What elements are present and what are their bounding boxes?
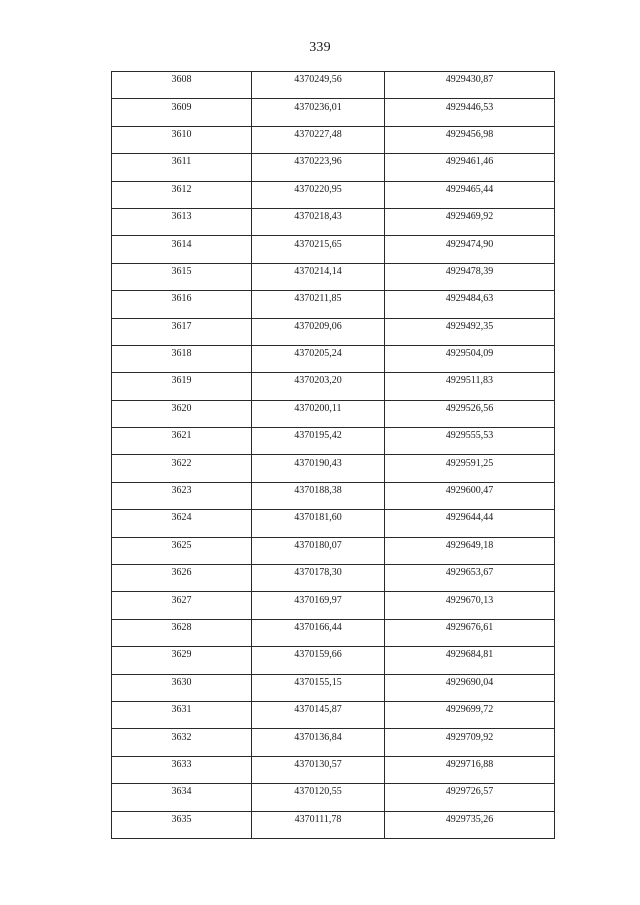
- x-coordinate-text: 4370205,24: [294, 348, 342, 360]
- x-coordinate-text: 4370120,55: [294, 786, 342, 798]
- point-number-cell: [112, 455, 252, 482]
- x-coordinate-text: 4370169,97: [294, 594, 342, 606]
- y-coordinate-cell: [385, 126, 555, 153]
- point-number-text: 3616: [171, 293, 192, 305]
- point-number-cell: [112, 674, 252, 701]
- point-number-cell: [112, 208, 252, 235]
- y-coordinate-cell: [385, 428, 555, 455]
- x-coordinate-cell: [252, 647, 385, 674]
- point-number-cell: [112, 756, 252, 783]
- y-coordinate-cell: [385, 236, 555, 263]
- table-row: [112, 126, 555, 153]
- point-number-text: 3619: [171, 375, 192, 387]
- point-number-text: 3624: [171, 512, 192, 524]
- point-number-text: 3623: [171, 485, 192, 497]
- point-number-cell: [112, 510, 252, 537]
- table-row: [112, 99, 555, 126]
- table-row: [112, 72, 555, 99]
- point-number-cell: [112, 181, 252, 208]
- x-coordinate-cell: [252, 729, 385, 756]
- point-number-text: 3633: [171, 758, 192, 770]
- y-coordinate-cell: [385, 647, 555, 674]
- table-row: [112, 592, 555, 619]
- x-coordinate-cell: [252, 811, 385, 838]
- table-row: [112, 154, 555, 181]
- x-coordinate-cell: [252, 291, 385, 318]
- x-coordinate-text: 4370214,14: [294, 265, 342, 277]
- point-number-text: 3613: [171, 211, 192, 223]
- point-number-text: 3631: [171, 704, 192, 716]
- point-number-text: 3608: [171, 74, 192, 86]
- y-coordinate-text: 4929511,83: [445, 375, 494, 387]
- point-number-cell: [112, 236, 252, 263]
- x-coordinate-text: 4370166,44: [294, 622, 342, 633]
- x-coordinate-cell: [252, 154, 385, 181]
- y-coordinate-cell: [385, 811, 555, 838]
- point-number-text: 3615: [171, 265, 192, 277]
- x-coordinate-text: 4370220,95: [294, 183, 342, 195]
- point-number-text: 3618: [171, 348, 192, 360]
- table-row: [112, 756, 555, 783]
- y-coordinate-text: 4929456,98: [445, 128, 494, 140]
- point-number-text: 3627: [171, 594, 192, 606]
- x-coordinate-cell: [252, 181, 385, 208]
- y-coordinate-cell: [385, 400, 555, 427]
- y-coordinate-text: 4929591,25: [445, 457, 494, 469]
- point-number-cell: [112, 537, 252, 564]
- y-coordinate-cell: [385, 291, 555, 318]
- y-coordinate-cell: [385, 208, 555, 235]
- point-number-cell: [112, 701, 252, 728]
- table-row: [112, 318, 555, 345]
- table-row: [112, 400, 555, 427]
- y-coordinate-cell: [385, 592, 555, 619]
- table-row: [112, 263, 555, 290]
- y-coordinate-text: 4929649,18: [445, 539, 494, 551]
- y-coordinate-text: 4929690,04: [445, 676, 494, 688]
- x-coordinate-cell: [252, 701, 385, 728]
- table-row: [112, 811, 555, 838]
- point-number-text: 3620: [171, 402, 192, 414]
- x-coordinate-text: 4370195,42: [294, 430, 342, 442]
- x-coordinate-cell: [252, 373, 385, 400]
- point-number-cell: [112, 592, 252, 619]
- table-row: [112, 537, 555, 564]
- point-number-cell: [112, 729, 252, 756]
- x-coordinate-text: 4370203,20: [294, 375, 342, 387]
- table-row: [112, 181, 555, 208]
- y-coordinate-cell: [385, 482, 555, 509]
- table-row: [112, 236, 555, 263]
- point-number-cell: [112, 428, 252, 455]
- point-number-text: 3634: [171, 786, 192, 798]
- y-coordinate-cell: [385, 318, 555, 345]
- table-row: [112, 619, 555, 646]
- y-coordinate-cell: [385, 756, 555, 783]
- point-number-cell: [112, 619, 252, 646]
- point-number-cell: [112, 482, 252, 509]
- x-coordinate-text: 4370227,48: [294, 128, 342, 140]
- point-number-text: 3611: [171, 156, 192, 168]
- y-coordinate-cell: [385, 510, 555, 537]
- x-coordinate-text: 4370218,43: [294, 211, 342, 223]
- x-coordinate-cell: [252, 263, 385, 290]
- x-coordinate-cell: [252, 619, 385, 646]
- point-number-cell: [112, 99, 252, 126]
- table-row: [112, 208, 555, 235]
- x-coordinate-text: 4370215,65: [294, 238, 342, 250]
- y-coordinate-cell: [385, 373, 555, 400]
- point-number-text: 3626: [171, 567, 192, 579]
- point-number-cell: [112, 126, 252, 153]
- x-coordinate-text: 4370188,38: [294, 485, 342, 497]
- y-coordinate-text: 4929504,09: [445, 348, 494, 360]
- x-coordinate-text: 4370155,15: [294, 676, 342, 688]
- y-coordinate-text: 4929735,26: [445, 813, 494, 825]
- coordinates-table: [111, 71, 555, 839]
- table-row: [112, 291, 555, 318]
- y-coordinate-text: 4929430,87: [445, 74, 494, 86]
- x-coordinate-cell: [252, 126, 385, 153]
- y-coordinate-text: 4929600,47: [445, 485, 494, 497]
- y-coordinate-text: 4929709,92: [445, 731, 494, 743]
- point-number-cell: [112, 373, 252, 400]
- table-row: [112, 345, 555, 372]
- y-coordinate-cell: [385, 263, 555, 290]
- point-number-cell: [112, 154, 252, 181]
- x-coordinate-cell: [252, 72, 385, 99]
- x-coordinate-cell: [252, 400, 385, 427]
- y-coordinate-text: 4929716,88: [445, 758, 494, 770]
- x-coordinate-cell: [252, 455, 385, 482]
- y-coordinate-cell: [385, 181, 555, 208]
- point-number-text: 3617: [171, 320, 192, 332]
- table-row: [112, 428, 555, 455]
- coordinates-table-body: [112, 72, 555, 839]
- x-coordinate-text: 4370159,66: [294, 649, 342, 661]
- y-coordinate-cell: [385, 565, 555, 592]
- x-coordinate-text: 4370209,06: [294, 320, 342, 332]
- y-coordinate-text: 4929465,44: [445, 183, 494, 195]
- point-number-cell: [112, 345, 252, 372]
- x-coordinate-text: 4370249,56: [294, 74, 342, 86]
- y-coordinate-text: 4929653,67: [445, 567, 494, 579]
- y-coordinate-text: 4929474,90: [445, 238, 494, 250]
- point-number-cell: [112, 784, 252, 811]
- point-number-text: 3612: [171, 183, 192, 195]
- x-coordinate-text: 4370136,84: [294, 731, 342, 743]
- y-coordinate-text: 4929676,61: [445, 622, 494, 633]
- y-coordinate-cell: [385, 455, 555, 482]
- x-coordinate-cell: [252, 592, 385, 619]
- point-number-cell: [112, 291, 252, 318]
- x-coordinate-text: 4370236,01: [294, 101, 342, 113]
- y-coordinate-text: 4929484,63: [445, 293, 494, 305]
- point-number-cell: [112, 263, 252, 290]
- y-coordinate-cell: [385, 345, 555, 372]
- y-coordinate-text: 4929726,57: [445, 786, 494, 798]
- point-number-text: 3621: [171, 430, 192, 442]
- y-coordinate-cell: [385, 674, 555, 701]
- point-number-text: 3628: [171, 622, 192, 633]
- y-coordinate-cell: [385, 729, 555, 756]
- table-row: [112, 674, 555, 701]
- y-coordinate-cell: [385, 537, 555, 564]
- y-coordinate-text: 4929446,53: [445, 101, 494, 113]
- y-coordinate-text: 4929478,39: [445, 265, 494, 277]
- point-number-text: 3622: [171, 457, 192, 469]
- x-coordinate-text: 4370190,43: [294, 457, 342, 469]
- x-coordinate-text: 4370181,60: [294, 512, 342, 524]
- point-number-cell: [112, 318, 252, 345]
- x-coordinate-cell: [252, 674, 385, 701]
- page-number: 339: [309, 40, 331, 55]
- y-coordinate-cell: [385, 701, 555, 728]
- point-number-text: 3610: [171, 128, 192, 140]
- y-coordinate-cell: [385, 619, 555, 646]
- x-coordinate-cell: [252, 784, 385, 811]
- x-coordinate-text: 4370111,78: [294, 813, 342, 825]
- x-coordinate-text: 4370223,96: [294, 156, 342, 168]
- table-row: [112, 510, 555, 537]
- point-number-text: 3609: [171, 101, 192, 113]
- point-number-text: 3630: [171, 676, 192, 688]
- y-coordinate-text: 4929461,46: [445, 156, 494, 168]
- y-coordinate-text: 4929684,81: [445, 649, 494, 661]
- table-row: [112, 455, 555, 482]
- table-row: [112, 373, 555, 400]
- table-row: [112, 701, 555, 728]
- y-coordinate-cell: [385, 784, 555, 811]
- table-row: [112, 729, 555, 756]
- y-coordinate-text: 4929555,53: [445, 430, 494, 442]
- x-coordinate-text: 4370211,85: [294, 293, 342, 305]
- x-coordinate-cell: [252, 565, 385, 592]
- x-coordinate-cell: [252, 236, 385, 263]
- table-row: [112, 784, 555, 811]
- y-coordinate-text: 4929526,56: [445, 402, 494, 414]
- x-coordinate-text: 4370180,07: [294, 539, 342, 551]
- x-coordinate-text: 4370145,87: [294, 704, 342, 716]
- point-number-text: 3625: [171, 539, 192, 551]
- point-number-text: 3632: [171, 731, 192, 743]
- point-number-cell: [112, 400, 252, 427]
- point-number-text: 3629: [171, 649, 192, 661]
- y-coordinate-cell: [385, 99, 555, 126]
- x-coordinate-cell: [252, 756, 385, 783]
- y-coordinate-cell: [385, 72, 555, 99]
- point-number-cell: [112, 72, 252, 99]
- point-number-cell: [112, 647, 252, 674]
- point-number-cell: [112, 811, 252, 838]
- point-number-text: 3635: [171, 813, 192, 825]
- y-coordinate-text: 4929699,72: [445, 704, 494, 716]
- x-coordinate-cell: [252, 537, 385, 564]
- table-row: [112, 565, 555, 592]
- y-coordinate-cell: [385, 154, 555, 181]
- y-coordinate-text: 4929644,44: [445, 512, 494, 524]
- x-coordinate-cell: [252, 482, 385, 509]
- table-row: [112, 482, 555, 509]
- x-coordinate-cell: [252, 428, 385, 455]
- table-row: [112, 647, 555, 674]
- x-coordinate-cell: [252, 318, 385, 345]
- x-coordinate-cell: [252, 345, 385, 372]
- x-coordinate-cell: [252, 99, 385, 126]
- y-coordinate-text: 4929469,92: [445, 211, 494, 223]
- point-number-cell: [112, 565, 252, 592]
- x-coordinate-text: 4370178,30: [294, 567, 342, 579]
- point-number-text: 3614: [171, 238, 192, 250]
- y-coordinate-text: 4929492,35: [445, 320, 494, 332]
- x-coordinate-cell: [252, 510, 385, 537]
- y-coordinate-text: 4929670,13: [445, 594, 494, 606]
- x-coordinate-text: 4370130,57: [294, 758, 342, 770]
- x-coordinate-text: 4370200,11: [294, 402, 342, 414]
- x-coordinate-cell: [252, 208, 385, 235]
